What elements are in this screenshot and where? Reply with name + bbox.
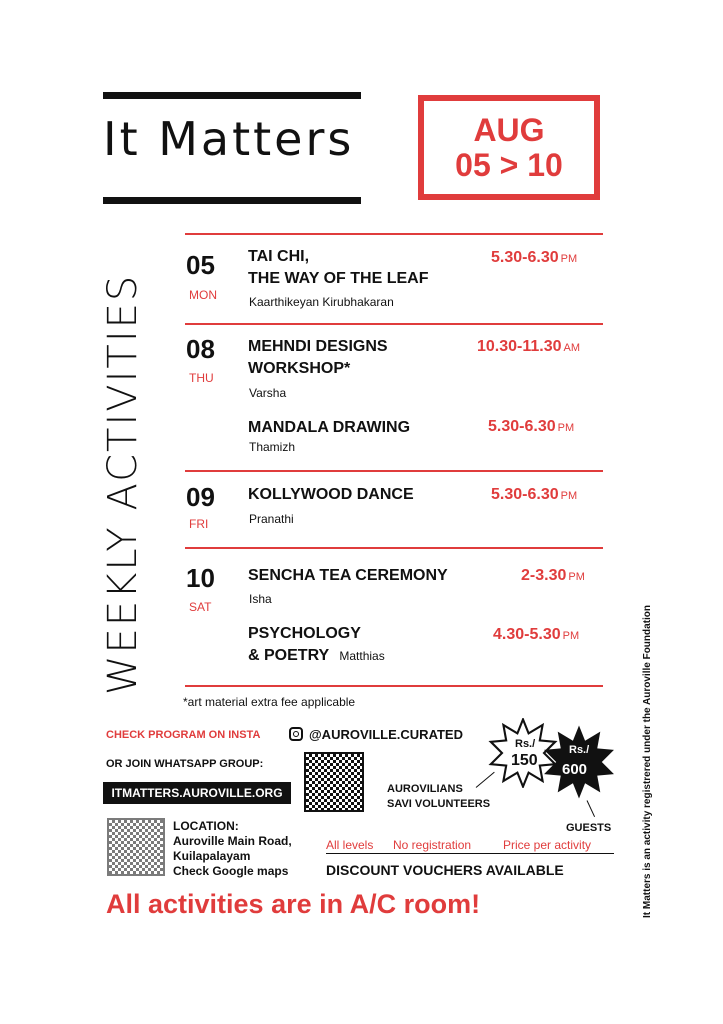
activity-title-line <box>248 645 385 667</box>
activity-time <box>488 418 574 436</box>
day-number: 05 <box>186 250 215 280</box>
time-period: PM <box>560 490 578 502</box>
activity-title-line: MANDALA DRAWING <box>248 419 411 436</box>
day-number: 09 <box>186 482 215 512</box>
activity-host: Matthias <box>339 649 385 663</box>
website-link[interactable]: ITMATTERS.AUROVILLE.ORG <box>103 782 291 804</box>
vouchers-note: DISCOUNT VOUCHERS AVAILABLE <box>326 862 564 878</box>
price-label: Rs./ <box>569 744 590 756</box>
activity-time <box>493 626 579 644</box>
activity-host: Isha <box>249 592 272 606</box>
activity-title-line: WORKSHOP* <box>248 360 351 377</box>
activity-title <box>248 336 388 380</box>
guests-label: GUESTS <box>566 822 612 834</box>
activity-time <box>477 338 580 356</box>
insta-label: CHECK PROGRAM ON INSTA <box>106 729 261 741</box>
activity-time <box>491 486 577 504</box>
activity-title <box>248 623 385 667</box>
activity-title-line: SENCHA TEA CEREMONY <box>248 567 448 584</box>
activity-host: Thamizh <box>249 440 296 454</box>
divider <box>185 470 603 472</box>
time-period: PM <box>557 422 575 434</box>
activity-title-line: KOLLYWOOD DANCE <box>248 486 414 503</box>
whatsapp-qr-code-icon <box>304 752 364 812</box>
divider <box>185 685 603 687</box>
time-range: 10.30-11.30 <box>477 338 562 355</box>
day-number: 08 <box>186 334 215 364</box>
weekly-activities-label: WEEKLY ACTIVITIES <box>100 273 146 695</box>
activity-title <box>248 246 428 290</box>
tag-all-levels: All levels <box>326 838 374 852</box>
location-line: Check Google maps <box>173 864 289 878</box>
activity-title-line: MEHNDI DESIGNS <box>248 338 388 355</box>
page-title: It Matters <box>103 112 355 166</box>
date-range: 05 > 10 <box>455 147 563 183</box>
time-range: 4.30-5.30 <box>493 626 561 643</box>
day-name: THU <box>189 371 214 385</box>
location-title: LOCATION: <box>173 819 239 833</box>
day-name: FRI <box>189 517 209 531</box>
activity-title <box>248 417 410 439</box>
activity-title-line: TAI CHI, <box>248 248 310 265</box>
price-audience-residents <box>387 782 490 812</box>
activity-title <box>248 484 414 506</box>
time-range: 5.30-6.30 <box>491 486 559 503</box>
price-label: Rs./ <box>515 738 536 750</box>
connector-line <box>587 800 596 817</box>
ac-room-note: All activities are in A/C room! <box>106 889 481 919</box>
time-period: PM <box>562 630 580 642</box>
time-range: 5.30-6.30 <box>488 418 556 435</box>
aurovilians-label: AUROVILIANS <box>387 783 463 795</box>
header-bottom-rule <box>103 197 361 204</box>
location-qr-code-icon <box>107 818 165 876</box>
divider <box>185 547 603 549</box>
location-line: Kuilapalayam <box>173 849 251 863</box>
divider <box>185 233 603 235</box>
activity-host: Pranathi <box>249 512 294 526</box>
activity-host: Kaarthikeyan Kirubhakaran <box>249 295 394 309</box>
activity-title <box>248 565 448 587</box>
time-period: AM <box>563 342 581 354</box>
footnote: *art material extra fee applicable <box>183 695 356 709</box>
foundation-note: It Matters is an activity registrered under the Auroville Foundation <box>642 604 653 918</box>
day-number: 10 <box>186 563 215 593</box>
whatsapp-label: OR JOIN WHATSAPP GROUP: <box>106 758 264 770</box>
activity-time <box>491 249 577 267</box>
header-top-rule <box>103 92 361 99</box>
price-value: 600 <box>562 761 588 778</box>
day-name: MON <box>189 288 217 302</box>
time-period: PM <box>560 253 578 265</box>
time-period: PM <box>568 571 585 583</box>
location-line: Auroville Main Road, <box>173 834 292 848</box>
divider <box>185 323 603 325</box>
activity-title-line: THE WAY OF THE LEAF <box>248 270 429 287</box>
day-name: SAT <box>189 600 212 614</box>
activity-title-line-2: & POETRY <box>248 647 329 664</box>
time-range: 2-3.30 <box>521 567 567 584</box>
insta-handle[interactable]: @AUROVILLE.CURATED <box>309 727 463 742</box>
activity-title-line: PSYCHOLOGY <box>248 625 361 642</box>
tag-price-per-activity: Price per activity <box>503 838 592 852</box>
activity-host: Varsha <box>249 386 287 400</box>
tags-underline <box>326 853 614 854</box>
price-value: 150 <box>511 752 538 769</box>
date-box <box>418 95 600 200</box>
volunteers-label: SAVI VOLUNTEERS <box>387 798 491 810</box>
date-month: AUG <box>473 112 545 148</box>
instagram-icon <box>289 727 303 741</box>
tag-no-registration: No registration <box>393 838 472 852</box>
activity-time <box>521 567 585 585</box>
time-range: 5.30-6.30 <box>491 249 559 266</box>
